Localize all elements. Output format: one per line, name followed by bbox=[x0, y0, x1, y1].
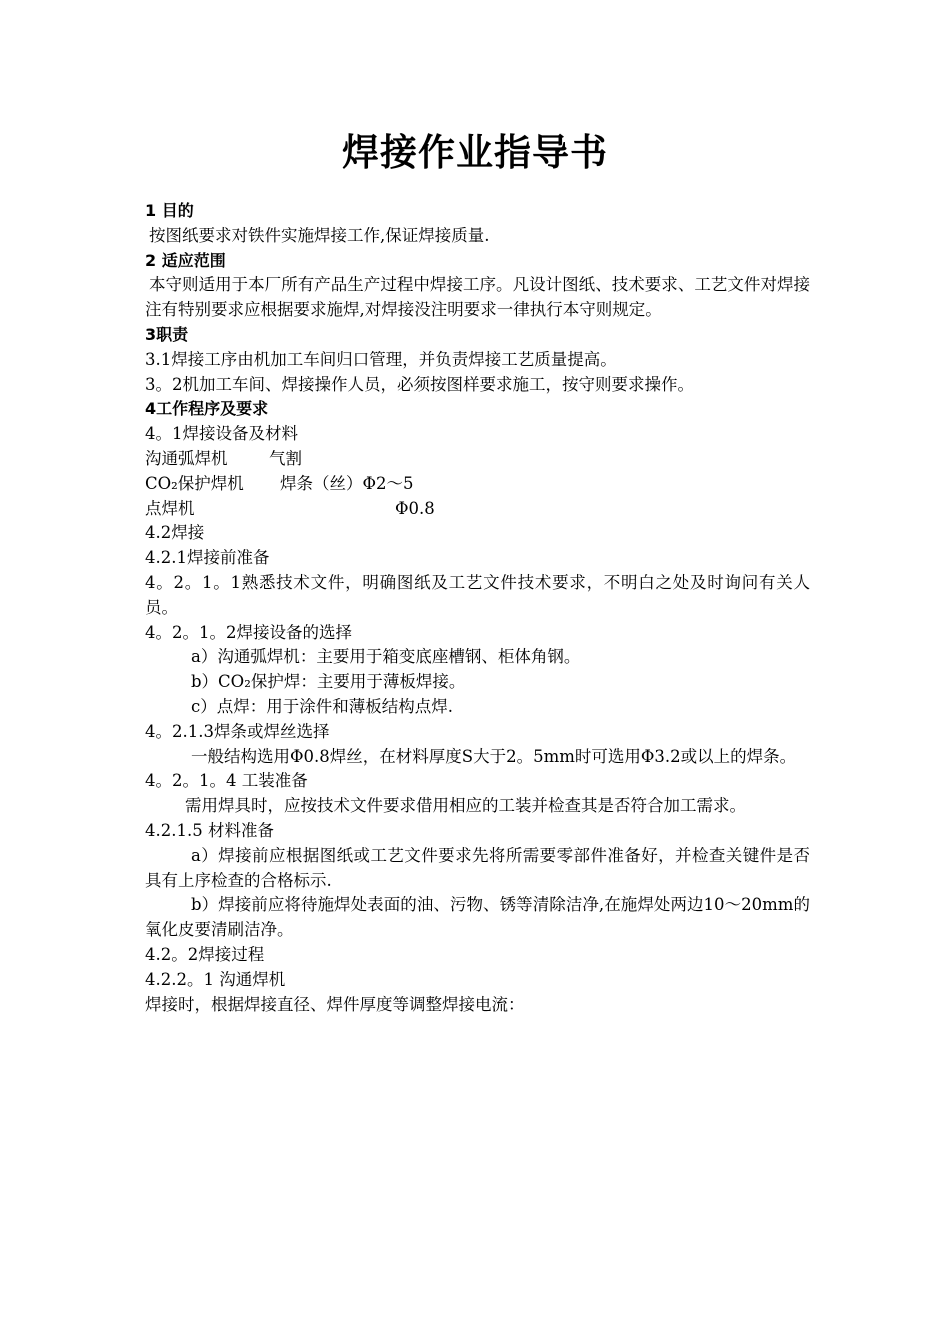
section-3-2: 3。2机加工车间、焊接操作人员，必须按图样要求施工，按守则要求操作。 bbox=[145, 374, 694, 394]
section-4-2-1-2: 4。2。1。2焊接设备的选择 bbox=[145, 622, 352, 642]
equipment-row-3-material: Φ0.8 bbox=[395, 498, 435, 518]
section-4-2-1-1: 4。2。1。1熟悉技术文件，明确图纸及工艺文件技术要求，不明白之处及时询问有关人员。 bbox=[145, 572, 810, 617]
equipment-row-1-name: 沟通弧焊机 bbox=[145, 448, 228, 468]
section-4-2-1-5-b: b）焊接前应将待施焊处表面的油、污物、锈等清除洁净,在施焊处两边10～20mm的氧化皮要清刷洁净。 bbox=[145, 895, 810, 940]
list-item-b: b）CO₂保护焊：主要用于薄板焊接。 bbox=[191, 672, 466, 692]
section-4-2-1-4: 4。2。1。4 工装准备 bbox=[145, 771, 308, 791]
list-item-c: c）点焊：用于涂件和薄板结构点焊. bbox=[191, 696, 453, 716]
section-4-heading: 4工作程序及要求 bbox=[145, 399, 269, 419]
section-2-text: 本守则适用于本厂所有产品生产过程中焊接工序。凡设计图纸、技术要求、工艺文件对焊接注有特别要求应根据要求施焊,对焊接没注明要求一律执行本守则规定。 bbox=[145, 275, 810, 320]
section-4-2-1-5-a: a）焊接前应根据图纸或工艺文件要求先将所需要零部件准备好，并检查关键件是否具有上序检查的合格标示. bbox=[145, 845, 810, 890]
section-1-heading: 1 目的 bbox=[145, 201, 194, 220]
section-3-heading: 3职责 bbox=[145, 324, 189, 344]
equipment-row-2-name: CO₂保护焊机 bbox=[145, 473, 244, 493]
section-4-2-1-4-text: 需用焊具时，应按技术文件要求借用相应的工装并检查其是否符合加工需求。 bbox=[185, 796, 746, 816]
section-2-heading: 2 适应范围 bbox=[145, 250, 226, 270]
equipment-row-1 bbox=[145, 447, 810, 472]
section-4-2-2-1: 4.2.2。1 沟通焊机 bbox=[145, 969, 286, 989]
section-4-1: 4。1焊接设备及材料 bbox=[145, 424, 298, 444]
section-4-2-1-3: 4。2.1.3焊条或焊丝选择 bbox=[145, 721, 330, 741]
document-body bbox=[145, 199, 810, 1017]
section-3-1: 3.1焊接工序由机加工车间归口管理，并负责焊接工艺质量提高。 bbox=[145, 349, 617, 369]
section-4-2-1: 4.2.1焊接前准备 bbox=[145, 548, 270, 568]
list-item-a: a）沟通弧焊机：主要用于箱变底座槽钢、柜体角钢。 bbox=[191, 647, 581, 667]
equipment-row-2-material: 焊条（丝）Φ2～5 bbox=[280, 473, 414, 493]
section-4-2-2-1-text: 焊接时，根据焊接直径、焊件厚度等调整焊接电流： bbox=[145, 994, 525, 1014]
section-4-2: 4.2焊接 bbox=[145, 523, 205, 543]
equipment-row-2 bbox=[145, 472, 810, 497]
document-title: 焊接作业指导书 bbox=[342, 131, 608, 174]
equipment-row-1-material: 气割 bbox=[269, 448, 302, 468]
section-4-2-1-5: 4.2.1.5 材料准备 bbox=[145, 820, 274, 840]
equipment-row-3-name: 点焊机 bbox=[145, 498, 195, 518]
equipment-row-3 bbox=[145, 497, 810, 522]
section-1-text: 按图纸要求对铁件实施焊接工作,保证焊接质量. bbox=[149, 225, 490, 245]
section-4-2-1-3-text: 一般结构选用Φ0.8焊丝，在材料厚度S大于2。5mm时可选用Φ3.2或以上的焊条。 bbox=[191, 746, 797, 766]
section-4-2-2: 4.2。2焊接过程 bbox=[145, 944, 265, 964]
